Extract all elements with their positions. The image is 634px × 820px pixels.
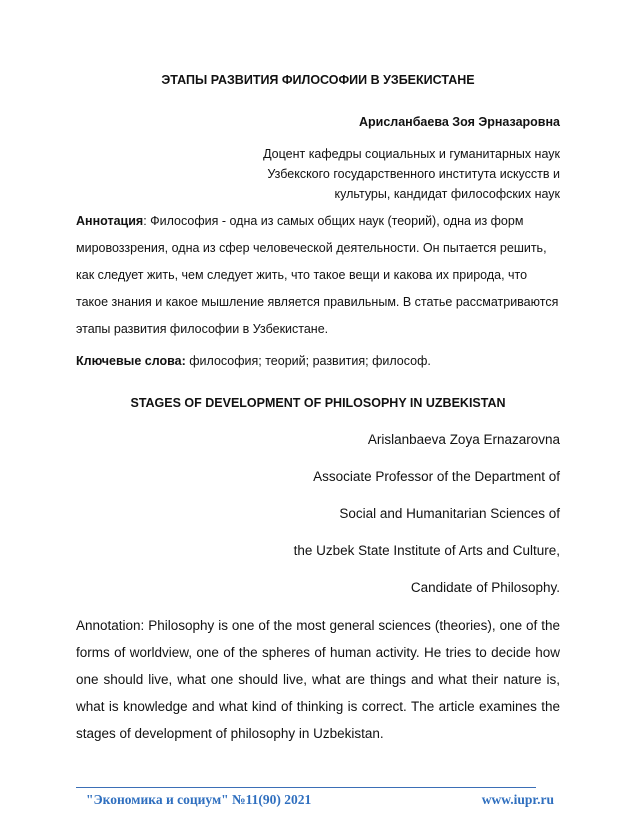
english-title: STAGES OF DEVELOPMENT OF PHILOSOPHY IN UZBEKISTAN bbox=[130, 396, 506, 410]
russian-title: ЭТАПЫ РАЗВИТИЯ ФИЛОСОФИИ В УЗБЕКИСТАНЕ bbox=[161, 73, 475, 87]
english-affiliation-line: the Uzbek State Institute of Arts and Culture, bbox=[293, 543, 560, 558]
russian-abstract bbox=[76, 208, 560, 343]
footer-website-link[interactable]: www.iupr.ru bbox=[481, 792, 554, 807]
english-affiliation-line: Associate Professor of the Department of bbox=[313, 469, 560, 484]
russian-affiliation bbox=[220, 144, 560, 204]
footer-journal: "Экономика и социум" №11(90) 2021 bbox=[86, 792, 312, 807]
affiliation-line: культуры, кандидат философских наук bbox=[334, 187, 560, 201]
english-affiliation-line: Social and Humanitarian Sciences of bbox=[339, 506, 560, 521]
keywords-text: философия; теорий; развития; философ. bbox=[185, 354, 431, 368]
english-author: Arislanbaeva Zoya Ernazarovna bbox=[367, 432, 560, 447]
affiliation-line: Доцент кафедры социальных и гуманитарных наук bbox=[263, 147, 560, 161]
english-affiliation-line: Candidate of Philosophy. bbox=[410, 580, 560, 595]
russian-author: Арисланбаева Зоя Эрназаровна bbox=[358, 115, 560, 129]
affiliation-line: Узбекского государственного института искусств и bbox=[267, 167, 560, 181]
abstract-text: : Философия - одна из самых общих наук (теорий), одна из форм мировоззрения, одна из сфер человеческой деятельности. Он пытается решить, как следует жить, чем следует жить, что такое вещи и какова их природа, что такое знания и какое мышление является правильным. В статье рассматриваются этапы развития философии в Узбекистане. bbox=[76, 214, 559, 336]
russian-keywords bbox=[76, 354, 560, 368]
english-abstract: Annotation: Philosophy is one of the most general sciences (theories), one of the forms of worldview, one of the spheres of human activity. He tries to decide how one should live, what one should live, what are things and what their nature is, what is knowledge and what kind of thinking is correct. The article examines the stages of development of philosophy in Uzbekistan. bbox=[76, 618, 560, 741]
keywords-label: Ключевые слова: bbox=[76, 354, 186, 368]
abstract-label: Аннотация bbox=[76, 214, 144, 228]
footer-divider bbox=[76, 787, 536, 788]
